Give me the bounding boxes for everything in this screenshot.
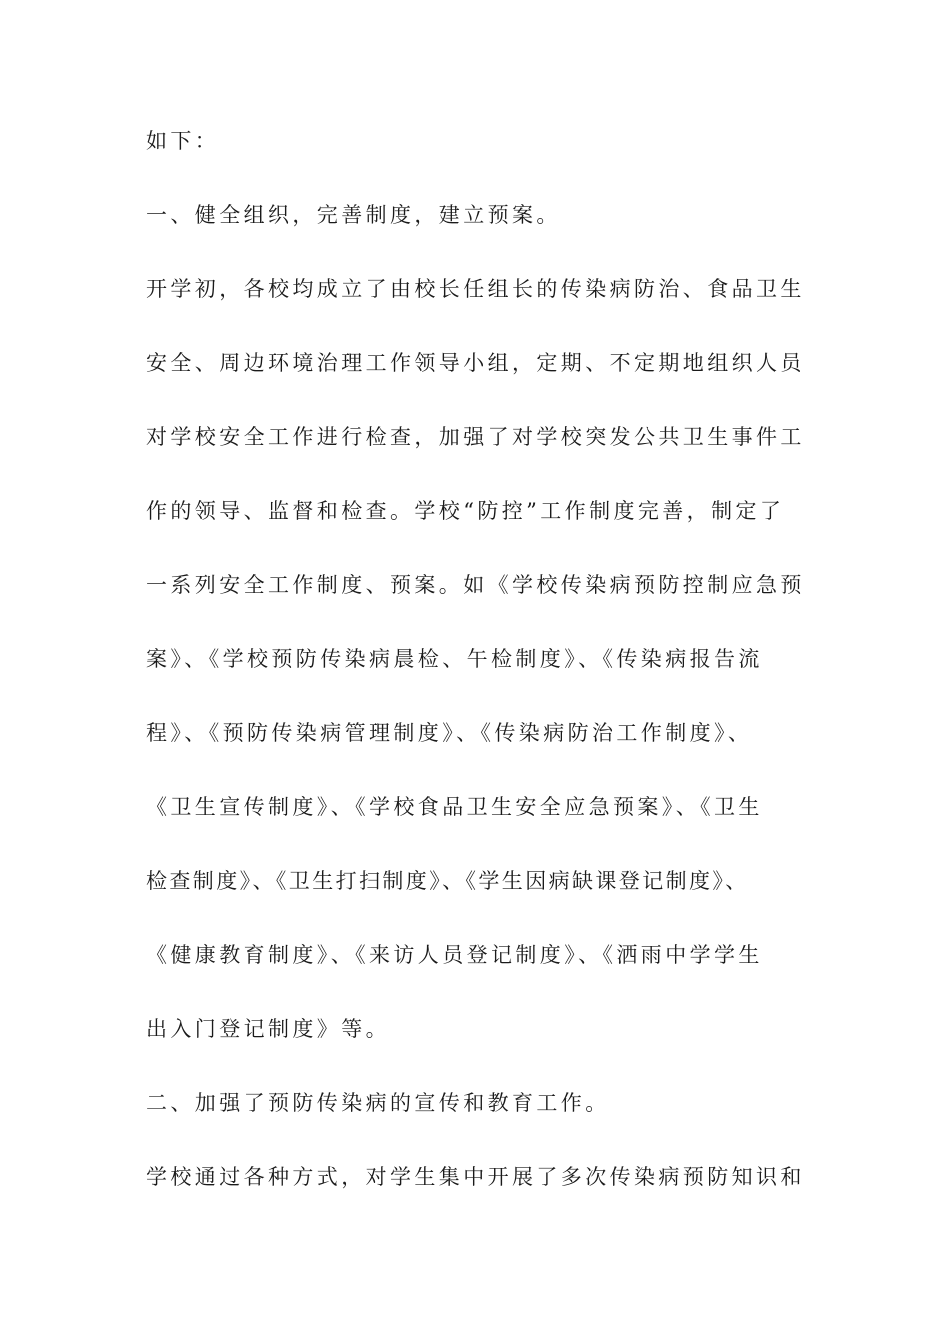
text-line: 开学初，各校均成立了由校长任组长的传染病防治、食品卫生 <box>146 277 805 301</box>
text-line: 如下： <box>146 129 220 153</box>
text-line: 作的领导、监督和检查。学校“防控”工作制度完善，制定了 <box>146 499 785 523</box>
text-line: 案》、《学校预防传染病晨检、午检制度》、《传染病报告流 <box>146 647 763 671</box>
section-heading-2: 二、加强了预防传染病的宣传和教育工作。 <box>146 1091 610 1115</box>
text-line: 出入门登记制度》等。 <box>146 1017 390 1041</box>
text-line: 《健康教育制度》、《来访人员登记制度》、《洒雨中学学生 <box>146 943 763 967</box>
text-line: 检查制度》、《卫生打扫制度》、《学生因病缺课登记制度》、 <box>146 869 749 893</box>
text-line: 安全、周边环境治理工作领导小组，定期、不定期地组织人员 <box>146 351 805 375</box>
text-line: 程》、《预防传染病管理制度》、《传染病防治工作制度》、 <box>146 721 753 745</box>
section-heading-1: 一、健全组织，完善制度，建立预案。 <box>146 203 561 227</box>
text-line: 学校通过各种方式，对学生集中开展了多次传染病预防知识和 <box>146 1165 805 1189</box>
document-body <box>146 129 826 1239</box>
text-line: 对学校安全工作进行检查，加强了对学校突发公共卫生事件工 <box>146 425 805 449</box>
text-line: 一系列安全工作制度、预案。如《学校传染病预防控制应急预 <box>146 573 805 597</box>
text-line: 《卫生宣传制度》、《学校食品卫生安全应急预案》、《卫生 <box>146 795 763 819</box>
